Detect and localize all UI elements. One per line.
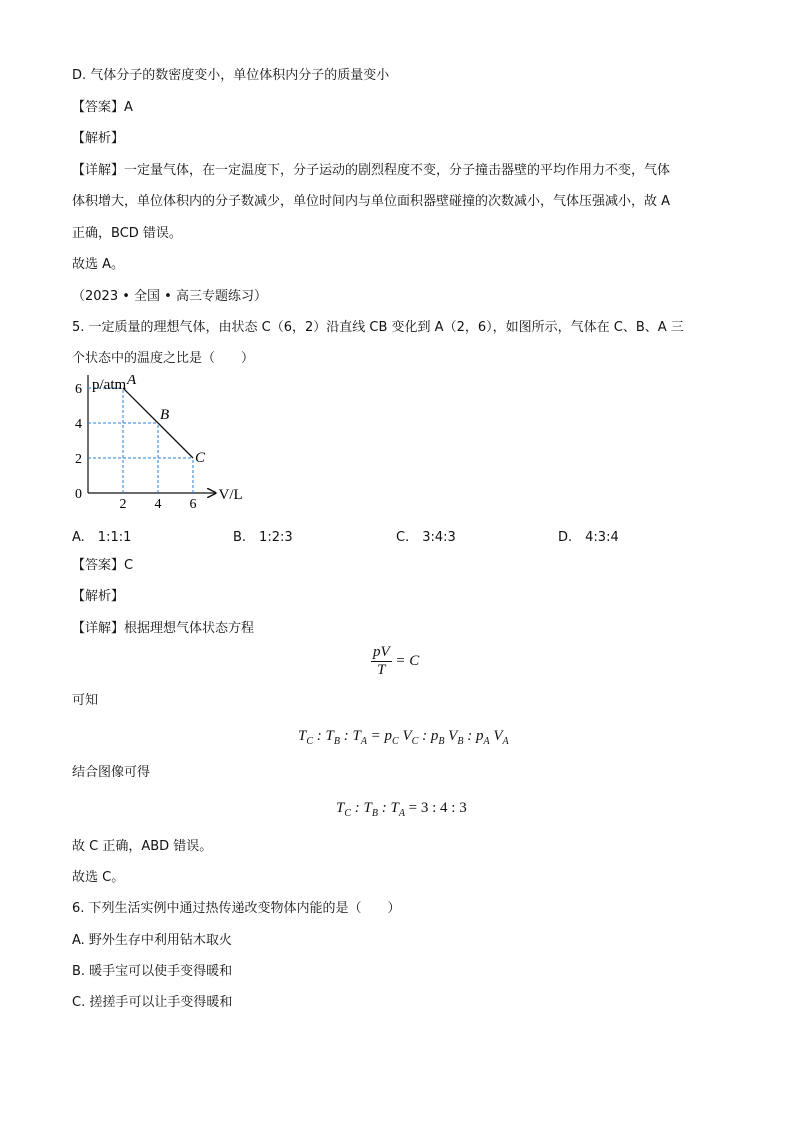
q6-stem: 6. 下列生活实例中通过热传递改变物体内能的是（ ） (72, 901, 401, 916)
q5-detail-intro: 【详解】根据理想气体状态方程 (72, 621, 255, 636)
x-tick-2: 2 (119, 497, 127, 512)
q4-answer: 【答案】A (72, 100, 133, 115)
point-label-B: B (160, 407, 170, 423)
y-tick-2: 2 (75, 452, 82, 467)
equation-ideal-gas (371, 644, 419, 679)
q5-conclusion2: 故选 C。 (72, 870, 125, 885)
q5-option-b: B. 1:2:3 (233, 530, 293, 545)
q5-option-c: C. 3:4:3 (396, 530, 456, 545)
q5-option-d: D. 4:3:4 (558, 530, 619, 545)
point-label-A: A (127, 375, 137, 388)
eq2-text: $T_C$ : $T_B$ : $T_A = p_C$ $V_C$ : $p_B$ $V_B$ : $p_A$ $V_A$ (298, 728, 509, 747)
x-axis-label: V/L (218, 487, 243, 503)
q5-stem-line1: 5. 一定质量的理想气体，由状态 C（6，2）沿直线 CB 变化到 A（2，6），如图所示，气体在 C、B、A 三 (72, 320, 684, 335)
y-tick-4: 4 (75, 417, 82, 432)
q5-jiehe: 结合图像可得 (72, 765, 151, 780)
q4-detail-line3: 正确，BCD 错误。 (72, 226, 182, 241)
q4-analysis-label: 【解析】 (72, 131, 125, 146)
equation-ratio-result (336, 800, 467, 819)
q5-analysis-label: 【解析】 (72, 589, 125, 604)
eq1-numerator: pV (373, 644, 390, 660)
y-tick-0: 0 (75, 487, 82, 502)
pv-graph (60, 375, 280, 515)
y-tick-6: 6 (75, 382, 82, 397)
eq1-rhs: = C (395, 653, 420, 669)
q4-detail-line2: 体积增大，单位体积内的分子数减少，单位时间内与单位面积器壁碰撞的次数减小，气体压强减小，故 A (72, 194, 671, 209)
q5-answer: 【答案】C (72, 558, 134, 573)
eq3-text: $T_C$ : $T_B$ : $T_A = 3$ : 4 : 3 (336, 800, 467, 819)
eq1-denominator: T (377, 662, 386, 678)
y-axis-label: p/atm (92, 377, 127, 393)
equation-temperature-ratio (298, 728, 509, 747)
q4-conclusion: 故选 A。 (72, 257, 125, 272)
q5-kezhi: 可知 (72, 693, 99, 708)
q6-option-b: B. 暖手宝可以使手变得暖和 (72, 964, 233, 979)
q6-option-c: C. 搓搓手可以让手变得暖和 (72, 995, 233, 1010)
q5-conclusion1: 故 C 正确，ABD 错误。 (72, 839, 213, 854)
q5-option-a: A. 1:1:1 (72, 530, 132, 545)
x-tick-4: 4 (154, 497, 162, 512)
q4-option-d: D. 气体分子的数密度变小，单位体积内分子的质量变小 (72, 68, 390, 83)
x-tick-6: 6 (189, 497, 197, 512)
q5-stem-line2: 个状态中的温度之比是（ ） (72, 351, 255, 366)
point-label-C: C (195, 450, 206, 466)
q4-detail-line1: 【详解】一定量气体，在一定温度下，分子运动的剧烈程度不变，分子撞击器壁的平均作用力不变，气体 (72, 163, 671, 178)
q5-source: （2023 • 全国 • 高三专题练习） (72, 289, 267, 304)
q6-option-a: A. 野外生存中利用钻木取火 (72, 933, 232, 948)
